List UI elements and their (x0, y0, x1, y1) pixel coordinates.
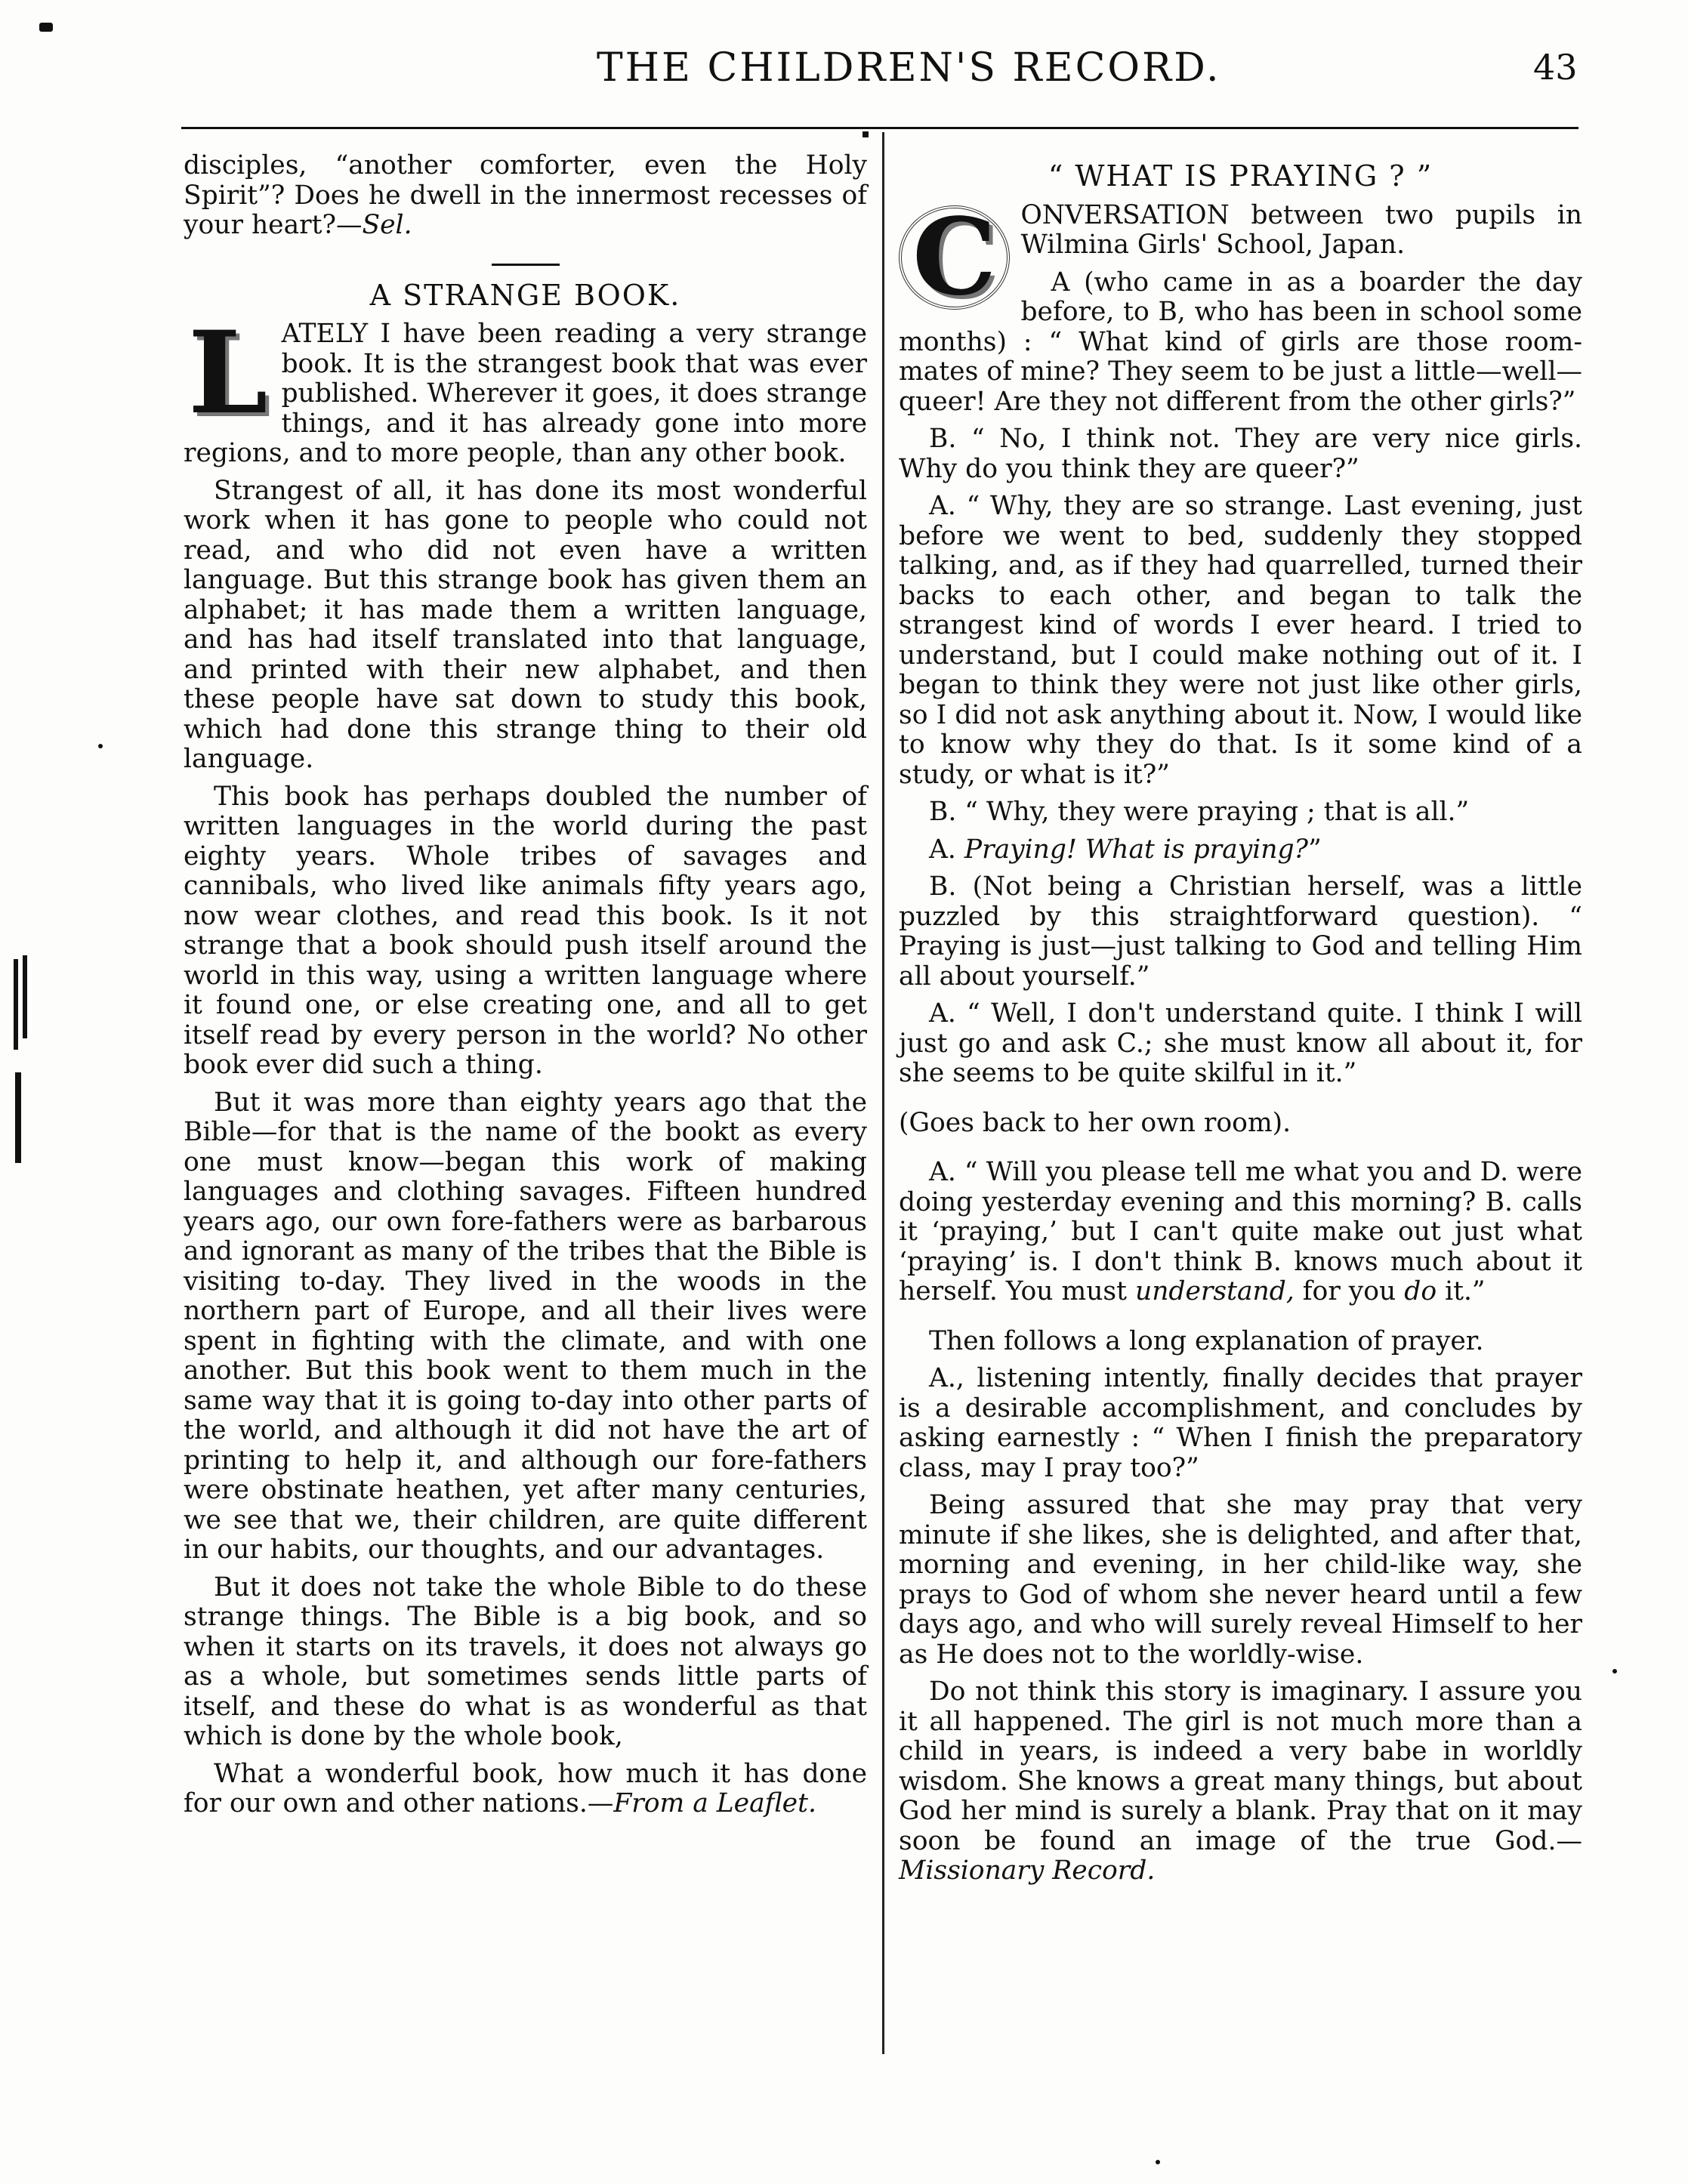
column-divider (882, 132, 884, 2054)
narrative-paragraph: A., listening intently, finally decides that prayer is a desirable accomplishment, and concludes by asking earnestly : “ When I finish the preparatory class, may I pray too?” (899, 1363, 1582, 1483)
article-title-strange-book: A STRANGE BOOK. (369, 278, 681, 312)
article-title-praying: “ WHAT IS PRAYING ? ” (1048, 159, 1433, 193)
running-title: THE CHILDREN'S RECORD. (597, 45, 1221, 91)
margin-mark (23, 955, 27, 1038)
margin-dot (1156, 2160, 1160, 2164)
stage-direction: (Goes back to her own room). (899, 1107, 1291, 1138)
dialogue-paragraph: B. (Not being a Christian herself, was a little puzzled by this straightforward question). “ Praying is just—just talking to God and telling Him all about yourself.” (899, 871, 1582, 992)
dialogue-paragraph: A. Praying! What is praying?” (929, 834, 1322, 865)
drop-cap-c: C (899, 205, 1010, 310)
right-column (899, 151, 1582, 1894)
left-column (184, 151, 867, 1827)
margin-dot (1612, 1669, 1617, 1673)
page-header (0, 45, 1688, 98)
margin-dot (98, 744, 103, 748)
narrative-paragraph: Then follows a long explanation of prayer. (929, 1325, 1484, 1356)
dialogue-paragraph: A. “ Well, I don't understand quite. I think I will just go and ask C.; she must know all about it, for she seems to be quite skilful in it.” (899, 998, 1582, 1088)
source-credit: From a Leaflet. (613, 1788, 816, 1818)
article-paragraph: But it does not take the whole Bible to do these strange things. The Bible is a big book, and so when it starts on its travels, it does not always go as a whole, but sometimes sends little parts of itself, and these do what is as wonderful as that which is done by the whole book, (184, 1572, 867, 1751)
article-paragraph: LATELY I have been reading a very strange book. It is the strangest book that was ever published. Wherever it goes, it does strange things, and it has already gone into more regions, and to more people, than any other book. (184, 307, 867, 468)
page-number: 43 (1533, 47, 1578, 88)
article-paragraph: But it was more than eighty years ago that the Bible—for that is the name of the bookt as every one must know—began this work of making languages and clothing savages. Fifteen hundred years ago, our own fore-fathers were as barbarous and ignorant as many of the tribes that the Bible is visiting to-day. They lived in the woods in the northern part of Europe, and all their lives were spent in fighting with the climate, and with one another. But this book went to them much in the same way that it is going to-day into other parts of the world, and although it did not have the art of printing to help it, and although our fore-fathers were obstinate heathen, yet after many centuries, we see that we, their children, are quite different in our habits, our thoughts, and our advantages. (184, 1087, 867, 1565)
article-intro: C ONVERSATION between two pupils in Wilmina Girls' School, Japan. (899, 201, 1582, 261)
dialogue-paragraph: B. “ Why, they were praying ; that is all.” (929, 797, 1470, 827)
scan-mark (39, 23, 53, 32)
source-credit: Missionary Record. (899, 1855, 1156, 1886)
narrative-paragraph: Do not think this story is imaginary. I assure you it all happened. The girl is not much more than a child in years, is indeed a very babe in worldly wisdom. She knows a great many things, but about God her mind is surely a blank. Pray that on it may soon be found an image of the true God.—Missionary Record. (899, 1677, 1582, 1886)
margin-mark (15, 1072, 21, 1163)
closing-paragraph: What a wonderful book, how much it has done for our own and other nations.—From a Leaflet. (184, 1758, 867, 1818)
dialogue-paragraph: B. “ No, I think not. They are very nice girls. Why do you think they are queer?” (899, 424, 1582, 484)
article-paragraph: This book has perhaps doubled the number of written languages in the world during the past eighty years. Whole tribes of savages and cannibals, who lived like animals fifty years ago, now wear clothes, and read this book. Is it not strange that a book should push itself around the world in this way, using a written language where it found one, or else creating one, and all to get itself read by every person in the world? No other book ever did such a thing. (184, 781, 867, 1080)
margin-mark (14, 959, 18, 1050)
article-paragraph: Strangest of all, it has done its most wonderful work when it has gone to people who could not read, and who did not even have a written language. But this strange book has given them an alphabet; it has made them a written language, and has had itself translated into that language, and printed with their new alphabet, and then these people have sat down to study this book, which had done this strange thing to their old language. (184, 475, 867, 774)
header-rule (181, 127, 1578, 129)
dialogue-paragraph: A (who came in as a boarder the day before, to B, who has been in school some months) : “ What kind of girls are those room-mates of mine? They seem to be just a little—well—queer! Are they not different from the other girls?” (899, 267, 1582, 417)
narrative-paragraph: Being assured that she may pray that very minute if she likes, she is delighted, and after that, morning and evening, in her child-like way, she prays to God of whom she never heard until a few days ago, and who will surely reveal Himself to her as He does not to the worldly-wise. (899, 1490, 1582, 1670)
section-rule (492, 264, 560, 266)
continuation-paragraph: disciples, “another comforter, even the Holy Spirit”? Does he dwell in the innermost recesses of your heart?—Sel. (184, 150, 867, 240)
drop-cap-l: L (188, 307, 268, 440)
dialogue-paragraph: A. “ Why, they are so strange. Last evening, just before we went to bed, suddenly they stopped talking, and, as if they had quarrelled, turned their backs to each other, and began to talk the strangest kind of words I ever heard. I tried to understand, but I could make nothing out of it. I began to think they were not just like other girls, so I did not ask anything about it. Now, I would like to know why they do that. Is it some kind of a study, or what is it?” (899, 491, 1582, 790)
rule-dot (863, 131, 869, 137)
dialogue-paragraph: A. “ Will you please tell me what you and D. were doing yesterday evening and this morning? B. calls it ‘praying,’ but I can't quite make out just what ‘praying’ is. I don't think B. knows much about it herself. You must understand, for you do it.” (899, 1157, 1582, 1306)
